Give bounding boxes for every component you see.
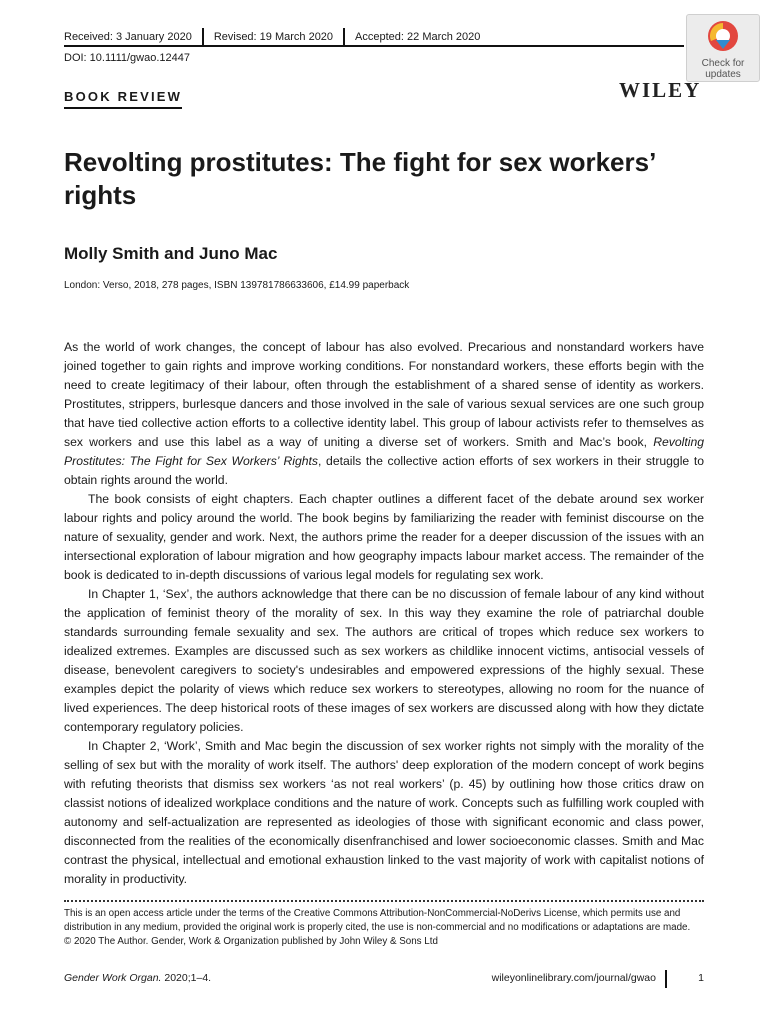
received-date: Received: 3 January 2020: [64, 31, 192, 43]
authors: Molly Smith and Juno Mac: [64, 244, 278, 263]
check-for-updates-badge[interactable]: [686, 14, 760, 82]
publication-info: London: Verso, 2018, 278 pages, ISBN 139781786633606, £14.99 paperback: [64, 280, 410, 291]
doi[interactable]: DOI: 10.1111/gwao.12447: [64, 52, 190, 64]
article-title: Revolting prostitutes: The fight for sex workers’ rights: [64, 147, 655, 210]
separator: [665, 970, 667, 988]
badge-label-2: updates: [705, 69, 741, 80]
footnote-divider: [64, 900, 704, 902]
publisher-logo: WILEY: [619, 78, 702, 102]
paragraph: The book consists of eight chapters. Each chapter outlines a different facet of the debate around sex worker labour rights and policy around the world. The book begins by familiarizing the reader with feminist discourse on the nature of sexuality, gender and work. Next, the authors prime the reader for a deeper discussion of the issues with an intersectional exploration of labour migration and how geography impacts labour market access. The remainder of the book is dedicated to in-depth discussions of various legal models for regulating sex work.: [64, 492, 704, 582]
paragraph: In Chapter 2, ‘Work’, Smith and Mac begin the discussion of sex worker rights not simply with the morality of the selling of sex but with the morality of work itself. The authors' deep exploration of the modern concept of work begins with refuting theorists that dismiss sex workers ‘as not real workers’ (p. 45) by outlining how those critics draw on classist notions of idealized workplace conditions and the nature of work. Concepts such as fulfilling work coupled with autonomy and self-actualization are represented as ideologies of those with significant economic and class power, disconnected from the realities of the economically disenfranchised and lower socioeconomic classes. Smith and Mac contrast the physical, intellectual and emotional exhaustion linked to the vast majority of work with capitalist notions of morality in productivity.: [64, 739, 704, 886]
paragraph: In Chapter 1, ‘Sex’, the authors acknowledge that there can be no discussion of female labour of any kind without the application of feminist theory of the morality of sex. In this way they examine the role of patriarchal double standards surrounding female sexuality and sex. The authors are critical of tropes which reduce sex workers to idealized extremes. Examples are discussed such as sex workers as childlike innocent victims, antisocial vessels of disease, benevolent caregivers to society's undesirables and empowered expressions of the highly sexual. These examples depict the polarity of views which reduce sex workers to stereotypes, allowing no room for the nuance of lived experiences. The deep historical roots of these images of sex workers are discussed along with how they dictate contemporary regulatory policies.: [64, 587, 704, 734]
journal-citation: Gender Work Organ. 2020;1–4.: [64, 972, 212, 984]
journal-url[interactable]: wileyonlinelibrary.com/journal/gwao: [491, 972, 656, 984]
copyright-text: © 2020 The Author. Gender, Work & Organization published by John Wiley & Sons Ltd: [64, 936, 438, 947]
license-text: This is an open access article under the terms of the Creative Commons Attribution-NonCommercial-NoDerivs License, which permits use and distribution in any medium, provided the original work is properly cited, the use is non-commercial and no modifications or adaptations are made.: [64, 908, 691, 933]
page-number: 1: [698, 972, 704, 984]
dates-row: [64, 30, 490, 46]
revised-date: Revised: 19 March 2020: [213, 31, 334, 43]
paragraph: As the world of work changes, the concept of labour has also evolved. Precarious and nonstandard workers have joined together to gain rights and improve working conditions. For nonstandard workers, these efforts begin with the need to create legitimacy of their labour, often through the establishment of a shared sense of identity as workers. Prostitutes, strippers, burlesque dancers and those involved in the sale of various sexual services are one such group that have tied collective action efforts to a collective identity label. This group of labour activists refer to themselves as sex workers and use this label as a way of uniting a diverse set of workers. Smith and Mac’s book, Revolting Prostitutes: The Fight for Sex Workers’ Rights, details the collective action efforts of sex workers in their struggle to obtain rights around the world.: [64, 340, 704, 487]
crossmark-icon: [706, 19, 740, 53]
accepted-date: Accepted: 22 March 2020: [355, 31, 481, 43]
section-label: BOOK REVIEW: [64, 89, 182, 109]
header-rule: [64, 45, 684, 47]
badge-label-1: Check for: [701, 58, 745, 69]
book-title: Revolting Prostitutes: The Fight for Sex Workers’ Rights: [64, 435, 704, 468]
footnote: [64, 907, 704, 949]
article-body: [64, 338, 704, 889]
